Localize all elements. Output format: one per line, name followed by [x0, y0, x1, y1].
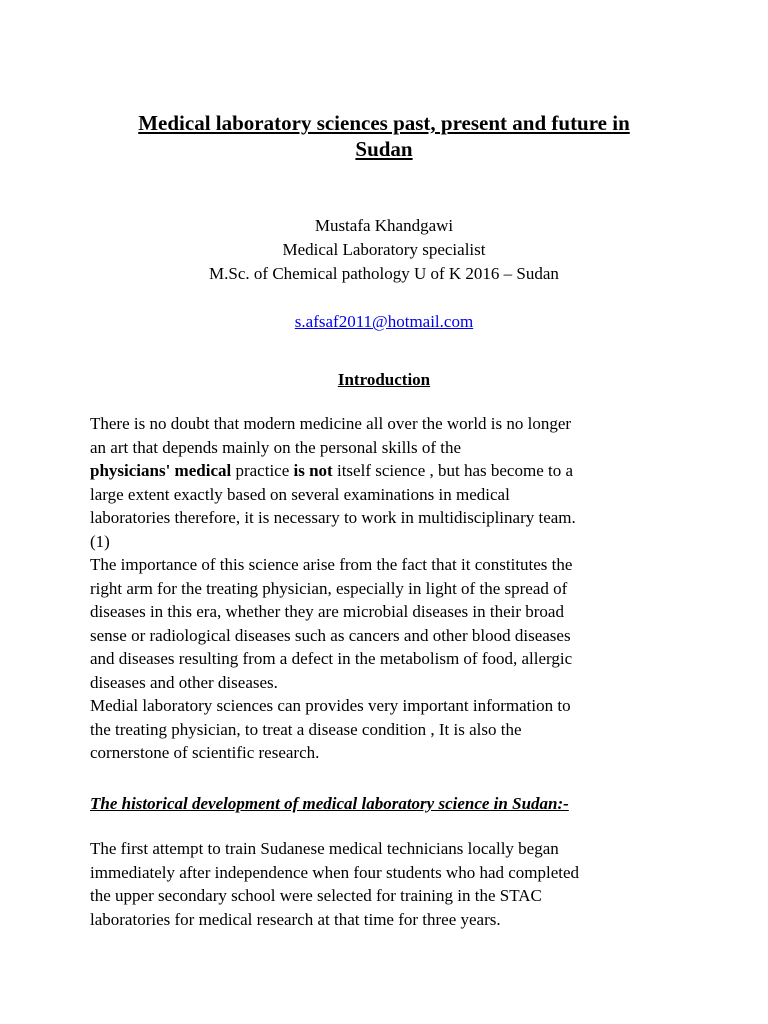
intro-line-mixed [90, 459, 678, 483]
intro-line: and diseases resulting from a defect in the metabolism of food, allergic [90, 649, 573, 668]
author-name: Mustafa Khandgawi [314, 216, 454, 235]
history-line: laboratories for medical research at that time for three years. [90, 909, 501, 929]
normal-text: itself science , but has become to a [332, 461, 574, 480]
intro-line: (1) [90, 531, 110, 551]
history-line: the upper secondary school were selected for training in the STAC [90, 886, 542, 905]
introduction-heading: Introduction [337, 370, 431, 389]
intro-line: The importance of this science arise from the fact that it constitutes the [90, 555, 573, 574]
intro-line: There is no doubt that modern medicine all over the world is no longer [90, 414, 572, 433]
document-title [90, 110, 678, 162]
intro-line: an art that depends mainly on the personal skills of the [90, 437, 462, 457]
author-email-link[interactable]: s.afsaf2011@hotmail.com [294, 312, 474, 331]
intro-line: the treating physician, to treat a disease condition , It is also the [90, 719, 522, 739]
intro-line: right arm for the treating physician, especially in light of the spread of [90, 578, 568, 598]
history-line: immediately after independence when four students who had completed [90, 862, 580, 882]
email-block [90, 310, 678, 334]
intro-line: large extent exactly based on several examinations in medical [90, 484, 510, 504]
bold-text: is not [293, 461, 333, 480]
intro-line: sense or radiological diseases such as cancers and other blood diseases [90, 625, 571, 645]
introduction-body [90, 412, 678, 765]
title-line-2: Sudan [355, 137, 413, 161]
normal-text: practice [231, 461, 294, 480]
history-line: The first attempt to train Sudanese medical technicians locally began [90, 839, 559, 858]
author-degree: M.Sc. of Chemical pathology U of K 2016 – Sudan [209, 264, 559, 283]
intro-line: diseases in this era, whether they are microbial diseases in their broad [90, 602, 564, 621]
intro-line: diseases and other diseases. [90, 672, 278, 692]
author-role: Medical Laboratory specialist [282, 240, 486, 259]
title-line-1: Medical laboratory sciences past, present and future in [138, 111, 630, 135]
history-heading: The historical development of medical laboratory science in Sudan:- [90, 794, 569, 813]
intro-line: laboratories therefore, it is necessary to work in multidisciplinary team. [90, 508, 576, 527]
history-body [90, 837, 678, 931]
bold-text: physicians' medical [90, 461, 232, 480]
intro-line: cornerstone of scientific research. [90, 743, 320, 762]
intro-line: Medial laboratory sciences can provides very important information to [90, 696, 571, 715]
author-block [90, 214, 678, 286]
